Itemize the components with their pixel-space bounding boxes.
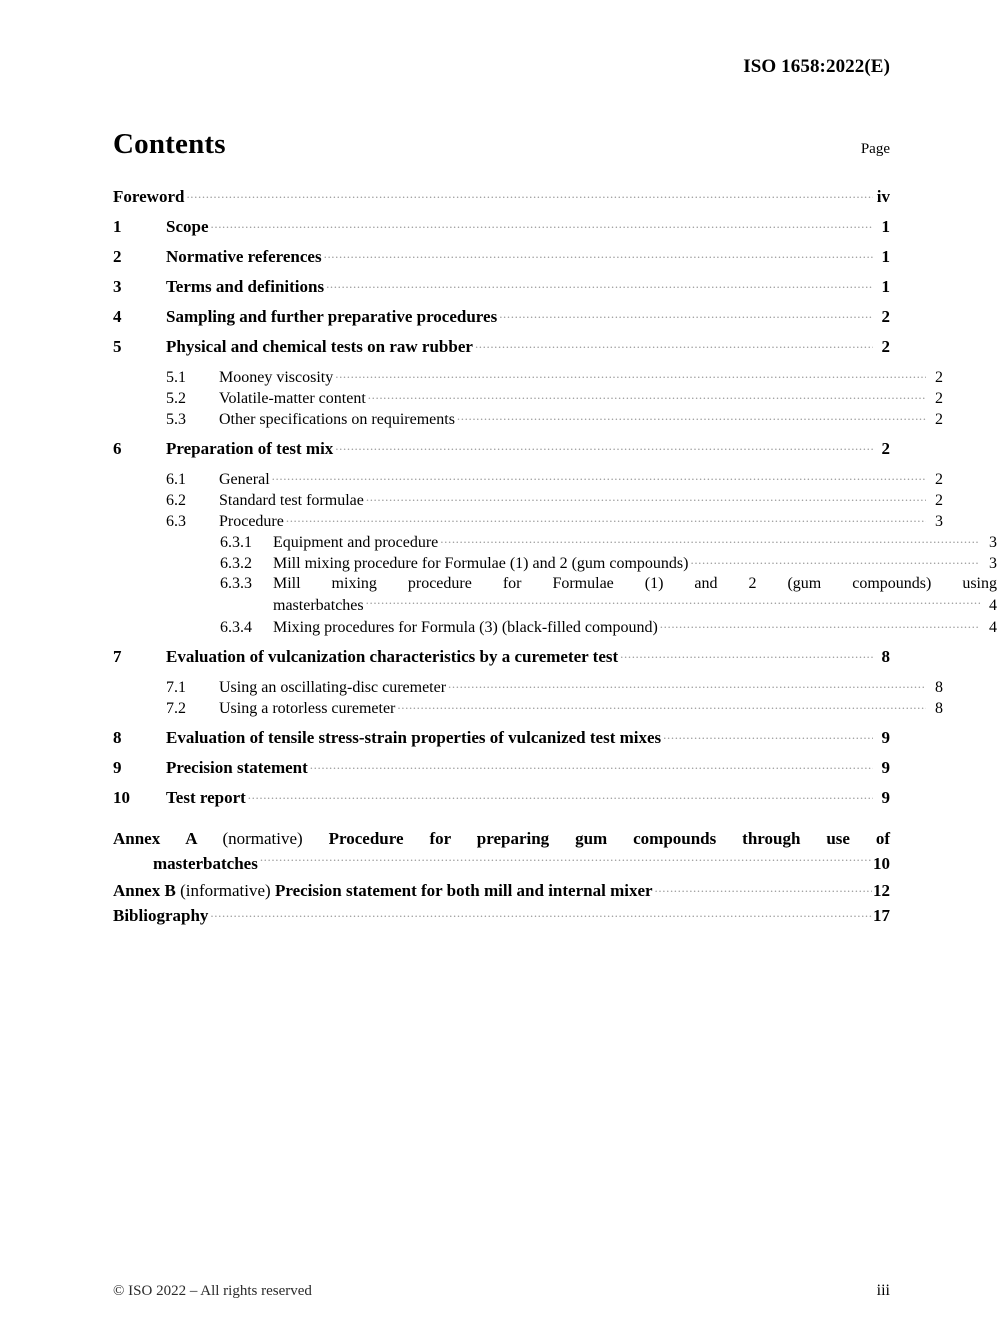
toc-entry-page: 10	[873, 854, 890, 873]
toc-entry-page: 3	[989, 555, 997, 572]
toc-entry-title: Scope	[166, 217, 209, 236]
toc-entry-mill-mixing-using-masterbatches[interactable]	[113, 573, 997, 616]
annex-a-line-2-row	[113, 851, 890, 876]
toc-entry-precision-statement[interactable]	[113, 757, 890, 787]
toc-entry-title: Mixing procedures for Formula (3) (black-filled compound)	[273, 619, 658, 636]
toc-entry-standard-test-formulae[interactable]	[113, 489, 943, 510]
dot-leader	[186, 186, 873, 202]
toc-entry-page: 3	[989, 534, 997, 551]
toc-entry-page: 2	[881, 439, 890, 458]
toc-entry-general[interactable]	[113, 468, 943, 489]
dot-leader	[326, 276, 873, 292]
toc-entry-number: 9	[113, 758, 122, 777]
toc-entry-foreword[interactable]	[113, 186, 890, 216]
toc-entry-page: 1	[881, 217, 890, 236]
toc-entry-terms-and-definitions[interactable]	[113, 276, 890, 306]
toc-entry-body	[113, 826, 890, 876]
spacer	[113, 429, 890, 438]
annex-b-label: Annex B	[113, 881, 176, 900]
toc-entry-title: Precision statement	[166, 758, 308, 777]
toc-entry-number: 6.1	[166, 471, 186, 488]
contents-heading-row	[113, 128, 890, 161]
toc-entry-body	[273, 573, 997, 616]
dot-leader	[335, 366, 926, 382]
spacer	[113, 817, 890, 826]
toc-entry-title: Test report	[166, 788, 246, 807]
annex-b-title-text: Precision statement for both mill and internal mixer	[274, 881, 653, 900]
toc-entry-title: Volatile-matter content	[219, 390, 366, 407]
dot-leader	[310, 757, 873, 773]
toc-entry-preparation-of-test-mix[interactable]	[113, 438, 890, 468]
dot-leader	[620, 646, 873, 662]
toc-entry-procedure[interactable]	[113, 510, 943, 531]
toc-entry-title: Other specifications on requirements	[219, 411, 455, 428]
toc-entry-physical-chemical-tests[interactable]	[113, 336, 890, 366]
toc-entry-number: 6.3	[166, 513, 186, 530]
toc-entry-title-line-1: Mill mixing procedure for Formulae (1) and 2 (gum compounds) using	[273, 575, 997, 592]
dot-leader	[448, 676, 926, 692]
annex-a-title-line-1: Procedure for preparing gum compounds through use of	[328, 829, 891, 848]
toc-entry-number: 3	[113, 277, 122, 296]
toc-entry-number: 7	[113, 647, 122, 666]
toc-entry-rotorless-curemeter[interactable]	[113, 697, 943, 718]
dot-leader	[248, 787, 873, 803]
toc-entry-page: 2	[935, 492, 943, 509]
dot-leader	[690, 552, 980, 568]
toc-entry-title: Terms and definitions	[166, 277, 325, 296]
toc-entry-volatile-matter-content[interactable]	[113, 387, 943, 408]
toc-entry-number: 10	[113, 788, 130, 807]
toc-entry-page: 1	[881, 277, 890, 296]
toc-entry-page: 9	[881, 758, 890, 777]
toc-entry-number: 6.3.2	[220, 555, 252, 572]
toc-entry-title-line-2: masterbatches	[273, 597, 364, 614]
spacer	[113, 718, 890, 727]
dot-leader	[397, 697, 926, 713]
toc-entry-page: 2	[935, 471, 943, 488]
dot-leader	[211, 216, 874, 232]
toc-entry-number: 6.2	[166, 492, 186, 509]
dot-leader	[660, 616, 980, 632]
toc-entry-number: 5.1	[166, 369, 186, 386]
toc-entry-title-line-2-row	[273, 594, 997, 616]
toc-entry-page: 2	[935, 369, 943, 386]
dot-leader	[368, 387, 926, 403]
toc-entry-oscillating-disc-curemeter[interactable]	[113, 676, 943, 697]
dot-leader	[499, 306, 873, 322]
page-column-label: Page	[860, 141, 890, 157]
dot-leader	[260, 853, 872, 869]
toc-entry-mixing-formula-3[interactable]	[113, 616, 997, 637]
annex-a-label: Annex A	[113, 829, 197, 848]
toc-entry-page: iv	[876, 187, 890, 206]
toc-entry-title: Evaluation of vulcanization characteristics by a curemeter test	[166, 647, 619, 666]
dot-leader	[440, 531, 980, 547]
dot-leader	[475, 336, 873, 352]
annex-a-title-line-2: masterbatches	[153, 854, 258, 873]
table-of-contents	[113, 186, 997, 926]
dot-leader	[335, 438, 873, 454]
toc-entry-title: Mooney viscosity	[219, 369, 334, 386]
footer-page-number: iii	[876, 1282, 890, 1299]
toc-entry-page: 8	[881, 647, 890, 666]
toc-entry-page: 2	[881, 307, 890, 326]
toc-entry-normative-references[interactable]	[113, 246, 890, 276]
toc-entry-number: 5.2	[166, 390, 186, 407]
toc-entry-number: 2	[113, 247, 122, 266]
toc-entry-mooney-viscosity[interactable]	[113, 366, 943, 387]
toc-entry-scope[interactable]	[113, 216, 890, 246]
toc-entry-test-report[interactable]	[113, 787, 890, 817]
toc-entry-title: Physical and chemical tests on raw rubber	[166, 337, 473, 356]
toc-entry-title: Procedure	[219, 513, 284, 530]
toc-entry-number: 6.3.3	[220, 575, 252, 592]
dot-leader	[210, 905, 872, 921]
dot-leader	[324, 246, 873, 262]
toc-entry-annex-a[interactable]	[113, 826, 890, 876]
dot-leader	[286, 510, 926, 526]
toc-entry-page: 2	[935, 390, 943, 407]
toc-entry-equipment-and-procedure[interactable]	[113, 531, 997, 552]
toc-entry-vulcanization-characteristics[interactable]	[113, 646, 890, 676]
toc-entry-number: 8	[113, 728, 122, 747]
toc-entry-page: 8	[935, 679, 943, 696]
dot-leader	[272, 468, 926, 484]
toc-entry-page: 4	[989, 597, 997, 614]
toc-entry-number: 5.3	[166, 411, 186, 428]
toc-entry-title: Using an oscillating-disc curemeter	[219, 679, 447, 696]
toc-entry-number: 7.1	[166, 679, 186, 696]
dot-leader	[366, 489, 926, 505]
toc-entry-page: 12	[873, 881, 890, 900]
toc-entry-number: 4	[113, 307, 122, 326]
toc-entry-number: 5	[113, 337, 122, 356]
annex-b-qualifier: (informative)	[180, 881, 271, 900]
dot-leader	[655, 880, 872, 896]
toc-entry-number: 6	[113, 439, 122, 458]
toc-entry-bibliography[interactable]	[113, 905, 890, 926]
toc-entry-title: Normative references	[166, 247, 322, 266]
toc-entry-mill-mixing-formulae-1-and-2[interactable]	[113, 552, 997, 573]
toc-entry-page: 4	[989, 619, 997, 636]
toc-entry-number: 7.2	[166, 700, 186, 717]
copyright-notice: © ISO 2022 – All rights reserved	[113, 1283, 312, 1299]
dot-leader	[457, 408, 926, 424]
toc-entry-number: 6.3.1	[220, 534, 252, 551]
toc-entry-title: Using a rotorless curemeter	[219, 700, 396, 717]
page-title: Contents	[113, 128, 226, 160]
dot-leader	[663, 727, 873, 743]
dot-leader	[366, 594, 980, 610]
annex-b-title	[113, 881, 653, 901]
toc-entry-page: 9	[881, 728, 890, 747]
toc-entry-annex-b[interactable]	[113, 880, 890, 901]
toc-entry-page: 17	[873, 906, 890, 925]
document-reference-header: ISO 1658:2022(E)	[743, 56, 890, 77]
toc-entry-other-specifications[interactable]	[113, 408, 943, 429]
toc-entry-page: 8	[935, 700, 943, 717]
toc-entry-title: Standard test formulae	[219, 492, 364, 509]
toc-entry-page: 2	[935, 411, 943, 428]
toc-entry-title: Equipment and procedure	[273, 534, 439, 551]
toc-entry-number: 1	[113, 217, 122, 236]
page-footer	[113, 1282, 890, 1300]
spacer	[113, 637, 890, 646]
toc-entry-title: General	[219, 471, 270, 488]
toc-entry-page: 3	[935, 513, 943, 530]
toc-entry-tensile-stress-strain[interactable]	[113, 727, 890, 757]
toc-entry-title: Sampling and further preparative procedures	[166, 307, 498, 326]
toc-entry-number: 6.3.4	[220, 619, 252, 636]
toc-entry-title: Mill mixing procedure for Formulae (1) and 2 (gum compounds)	[273, 555, 689, 572]
annex-a-qualifier: (normative)	[222, 829, 303, 848]
toc-entry-title: Preparation of test mix	[166, 439, 334, 458]
toc-entry-sampling[interactable]	[113, 306, 890, 336]
toc-entry-title: Bibliography	[113, 906, 209, 925]
toc-entry-page: 9	[881, 788, 890, 807]
toc-entry-title: Foreword	[113, 187, 185, 206]
toc-entry-title: Evaluation of tensile stress-strain properties of vulcanized test mixes	[166, 728, 662, 747]
toc-entry-page: 2	[881, 337, 890, 356]
toc-entry-page: 1	[881, 247, 890, 266]
